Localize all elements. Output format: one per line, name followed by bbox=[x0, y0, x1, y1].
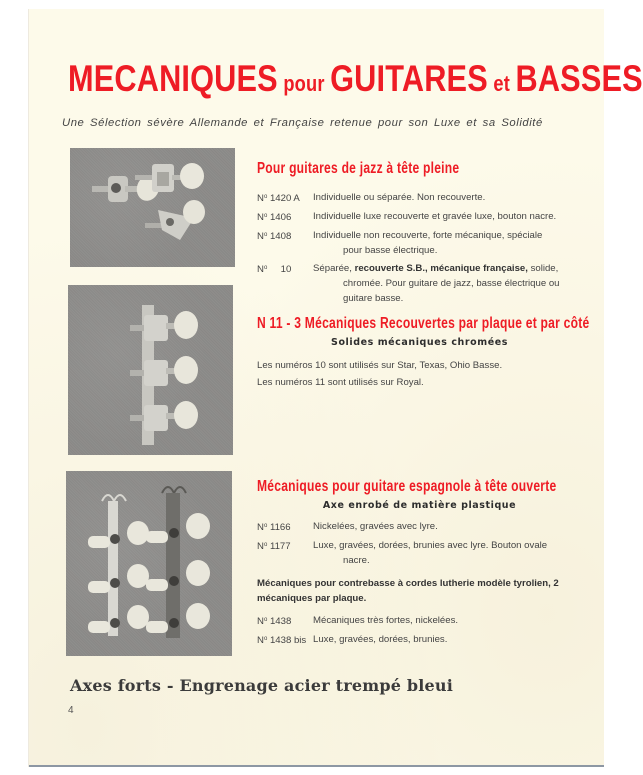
photo-jazz-tuners bbox=[70, 148, 235, 267]
section-title: Mécaniques pour guitare espagnole à tête ouverte bbox=[257, 478, 557, 495]
item-description: Individuelle ou séparée. Non recouverte. bbox=[313, 192, 486, 203]
title-word-basses: BASSES bbox=[515, 58, 643, 99]
page-title bbox=[68, 58, 643, 100]
item-description: Nickelées, gravées avec lyre. bbox=[313, 521, 438, 532]
tuner-right-bottom bbox=[145, 200, 205, 240]
item-number: $N^o$ 1438 bbox=[257, 616, 292, 627]
item-description: Séparée, recouverte S.B., mécanique française, solide, chromée. Pour guitare de jazz, basse électrique ou guitare basse. bbox=[313, 263, 560, 304]
item-row bbox=[257, 519, 582, 535]
item-row bbox=[257, 209, 582, 225]
tuner-illustration-1 bbox=[70, 148, 235, 267]
usage-line: Les numéros 10 sont utilisés sur Star, Texas, Ohio Basse. bbox=[257, 360, 503, 371]
tuner-knob-3 bbox=[130, 401, 198, 431]
tuner-knob-2 bbox=[130, 356, 198, 386]
item-row bbox=[257, 613, 582, 629]
section-subtitle: Axe enrobé de matière plastique bbox=[322, 500, 517, 511]
tuner-plate-right bbox=[146, 487, 210, 638]
item-row bbox=[257, 228, 582, 258]
tuner-knob-1 bbox=[130, 311, 198, 341]
item-row bbox=[257, 261, 582, 306]
usage-line: Les numéros 11 sont utilisés sur Royal. bbox=[257, 377, 424, 388]
item-number: $N^o$ 10 bbox=[257, 264, 292, 275]
item-number: $N^o$ 1177 bbox=[257, 541, 291, 552]
item-description: Individuelle luxe recouverte et gravée luxe, bouton nacre. bbox=[313, 211, 557, 222]
item-number: $N^o$ 1420 A bbox=[257, 193, 300, 204]
section-plate-tuners bbox=[257, 315, 590, 391]
title-word-et: et bbox=[493, 71, 510, 96]
item-number: $N^o$ 1166 bbox=[257, 522, 291, 533]
tuner-plate-left bbox=[88, 495, 149, 636]
title-word-guitares: GUITARES bbox=[330, 58, 488, 99]
page-number: 4 bbox=[68, 705, 74, 716]
title-word-pour: pour bbox=[283, 71, 325, 96]
item-number: $N^o$ 1408 bbox=[257, 231, 292, 242]
item-number: $N^o$ 1406 bbox=[257, 212, 292, 223]
tuner-illustration-2 bbox=[68, 285, 233, 455]
photo-spanish-tuners bbox=[66, 471, 232, 656]
section-title: Pour guitares de jazz à tête pleine bbox=[257, 160, 460, 177]
item-description: Luxe, gravées, dorées, brunies avec lyre. Bouton ovale nacre. bbox=[313, 540, 548, 566]
item-description: Individuelle non recouverte, forte mécanique, spéciale pour basse électrique. bbox=[313, 230, 543, 256]
photo-plate-tuners bbox=[68, 285, 233, 455]
section-spanish-tuners bbox=[257, 478, 582, 651]
item-row bbox=[257, 538, 582, 568]
tuner-illustration-3 bbox=[66, 471, 232, 656]
section-jazz-tuners bbox=[257, 160, 582, 309]
contrebasse-paragraph: Mécaniques pour contrebasse à cordes lutherie modèle tyrolien, 2 mécaniques par plaque. bbox=[257, 578, 559, 604]
page-subtitle: Une Sélection sévère Allemande et Française retenue pour son Luxe et sa Solidité bbox=[62, 117, 543, 129]
item-description: Luxe, gravées, dorées, brunies. bbox=[313, 634, 448, 645]
section-title: N 11 - 3 Mécaniques Recouvertes par plaque et par côté bbox=[257, 315, 590, 332]
section-subtitle: Solides mécaniques chromées bbox=[331, 337, 508, 348]
title-word-mecaniques: MECANIQUES bbox=[68, 58, 278, 99]
item-row bbox=[257, 190, 582, 206]
item-description: Mécaniques très fortes, nickelées. bbox=[313, 615, 459, 626]
item-number: $N^o$ 1438 bis bbox=[257, 635, 307, 646]
item-row bbox=[257, 632, 582, 648]
footer-tagline: Axes forts - Engrenage acier trempé bleui bbox=[70, 676, 454, 695]
